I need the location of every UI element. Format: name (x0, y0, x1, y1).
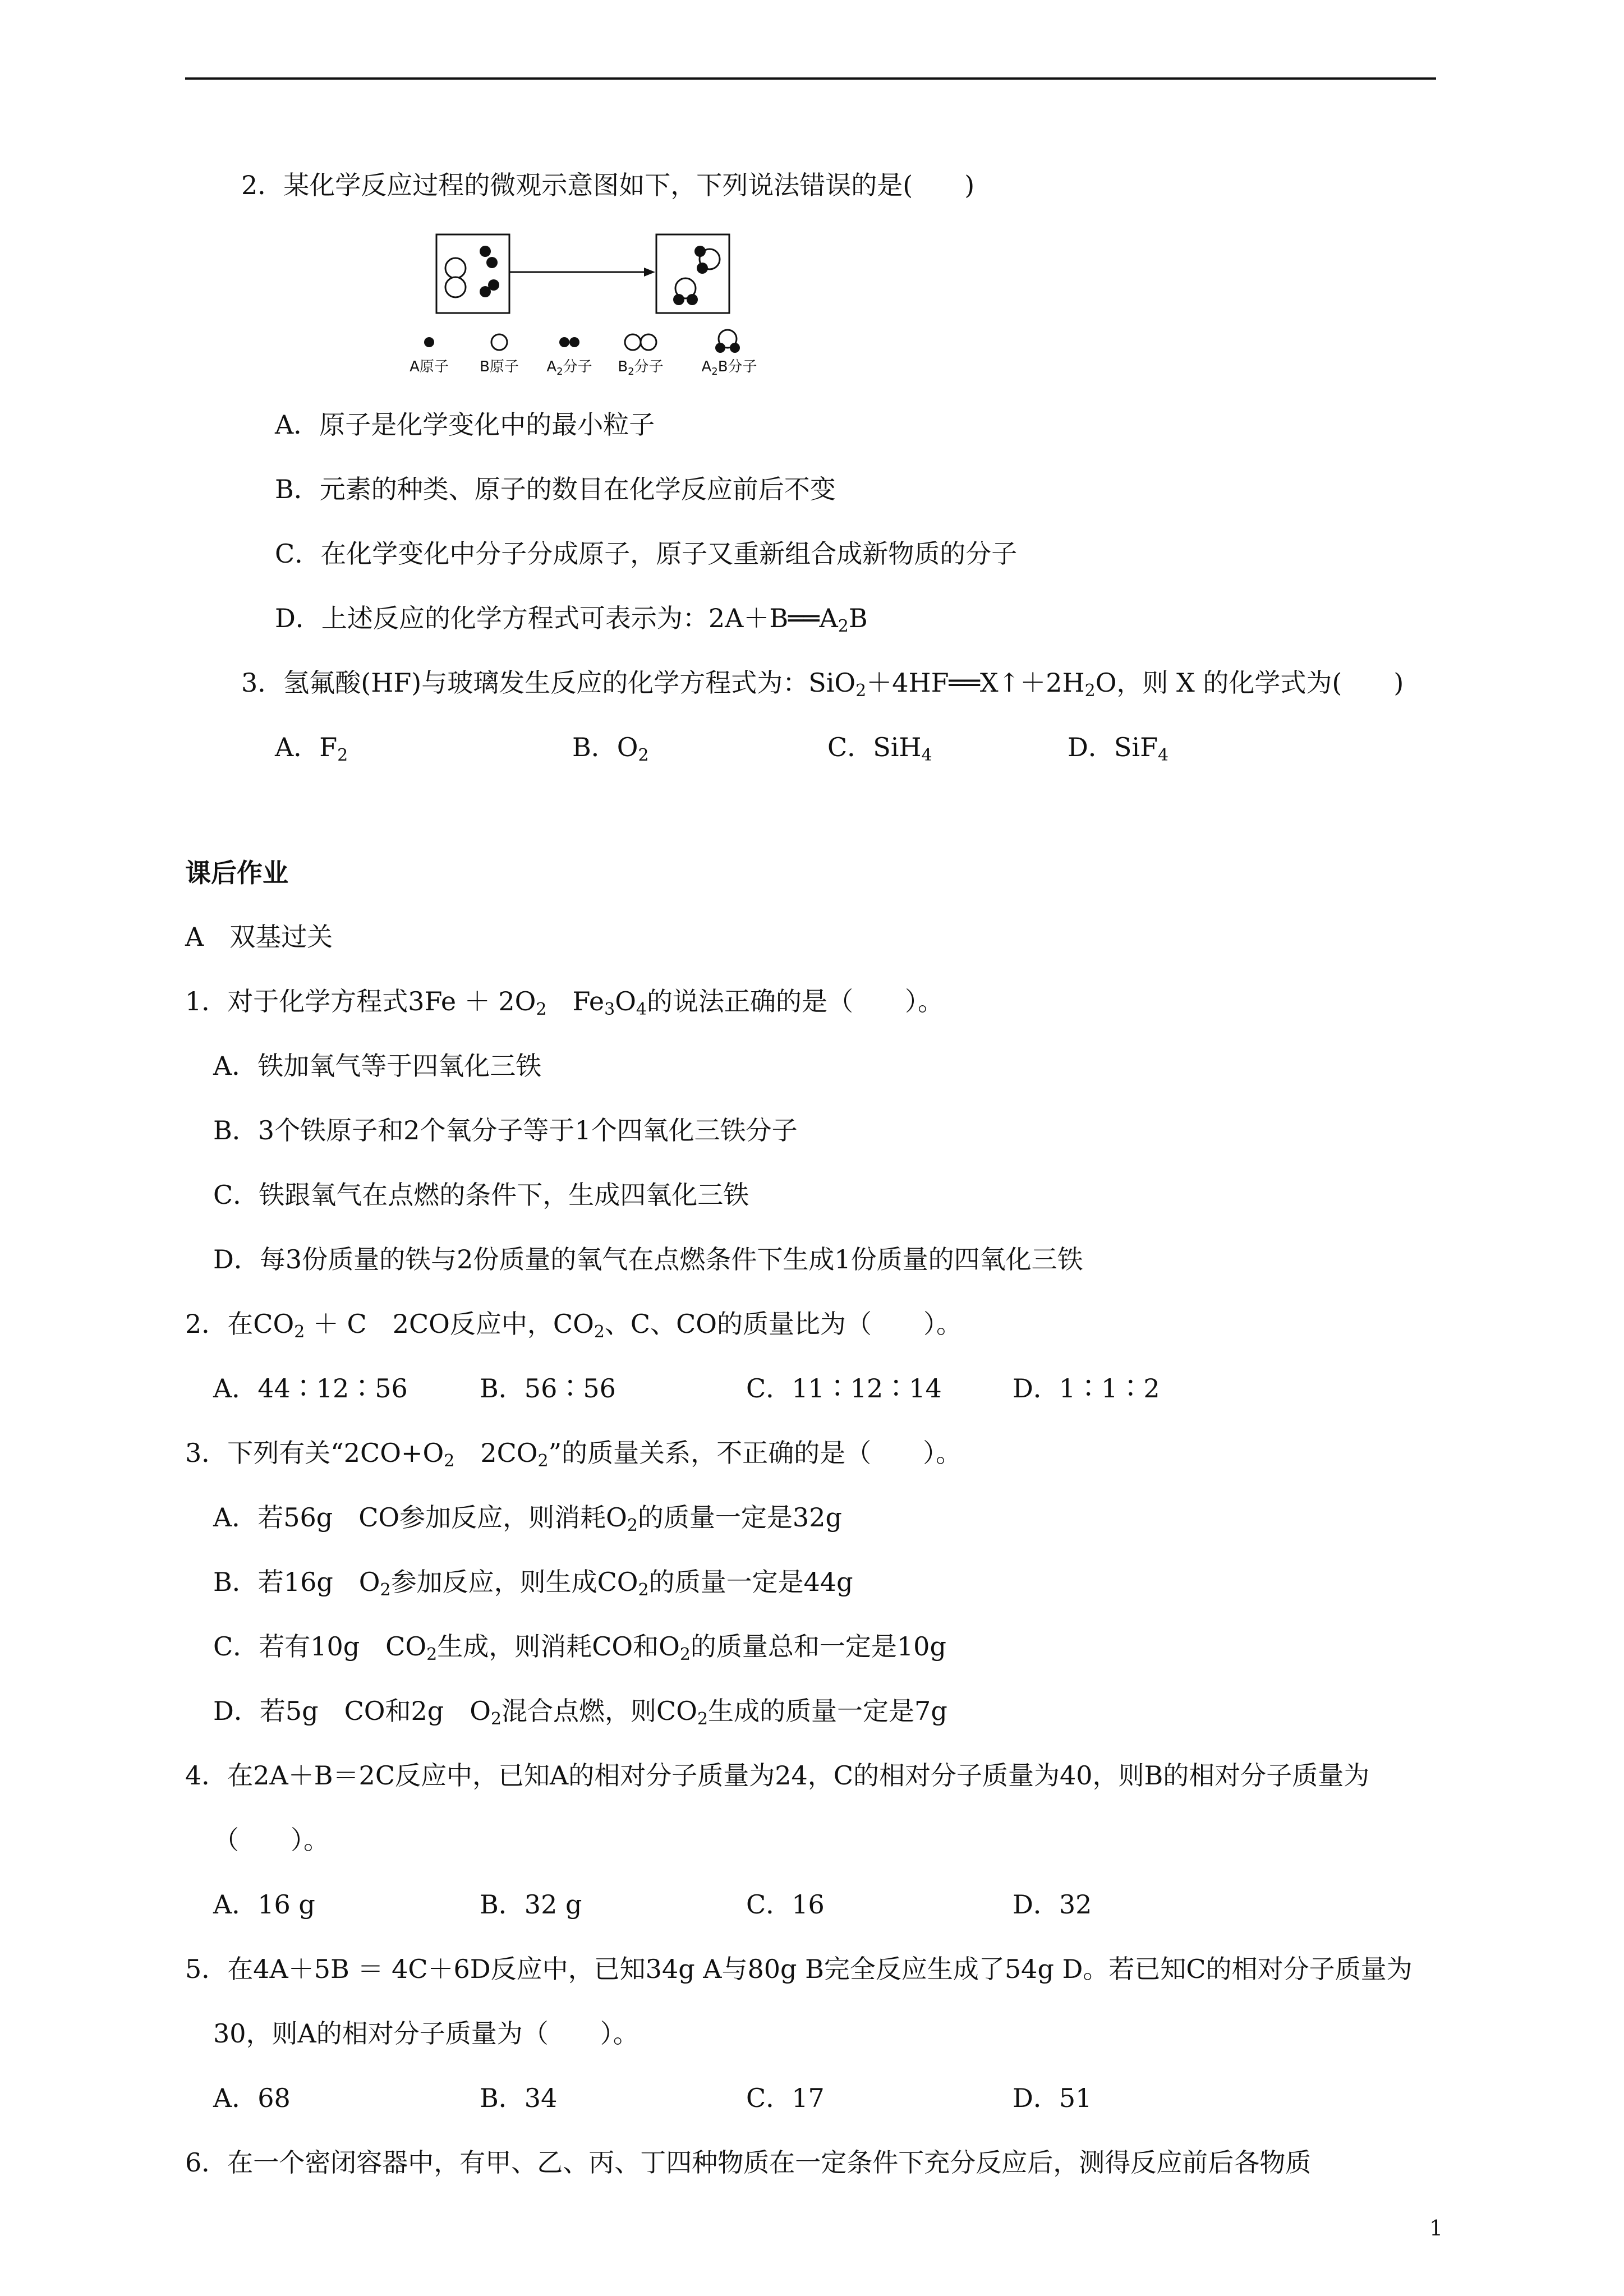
legend-b2-molecule-icon (625, 334, 656, 350)
legend-a2-molecule-icon (559, 337, 579, 347)
a2b-molecule-product-2 (673, 278, 698, 305)
question-2-option-c: C．在化学变化中分子分成原子，原子又重新组合成新物质的分子 (275, 539, 1018, 569)
legend-a2b-label: $A_2B$分子 (701, 358, 757, 378)
hw-question-5-option-b: B．34 (480, 2083, 558, 2113)
question-3-option-d: D．SiF$_4$ (1068, 732, 1169, 765)
question-2-stem: 2．某化学反应过程的微观示意图如下，下列说法错误的是( ) (241, 170, 975, 200)
question-2-option-d: D．上述反应的化学方程式可表示为：$2A+B══A_2B$ (275, 603, 868, 636)
hw-question-2-option-b: B．56∶56 (480, 1373, 616, 1404)
a2b-molecule-product-1 (694, 246, 720, 274)
hw-question-1-stem: 1．对于化学方程式$3Fe + 2O_2$ $Fe_3O_4$的说法正确的是（ ）。 (185, 986, 944, 1019)
question-3-option-c: C．SiH$_4$ (827, 732, 932, 765)
page-number: 1 (1429, 2216, 1443, 2240)
hw-question-2-option-c: C．11∶12∶14 (746, 1373, 942, 1404)
reaction-diagram (393, 224, 785, 381)
hw-question-3-stem: 3．下列有关“$2CO+O_2$ $2CO_2$”的质量关系，不正确的是（ ）。 (185, 1438, 962, 1471)
hw-question-1-option-d: D．每3份质量的铁与2份质量的氧气在点燃条件下生成1份质量的四氧化三铁 (213, 1244, 1083, 1274)
question-3-option-b: B．$O_2$ (572, 732, 649, 765)
a2-molecule-reactant-2 (480, 279, 499, 297)
legend-b2-label: $B_2$分子 (618, 358, 664, 378)
hw-question-1-option-a: A．铁加氧气等于四氧化三铁 (213, 1051, 542, 1081)
legend-a-atom-label: A原子 (410, 358, 449, 375)
hw-question-1-option-b: B．3个铁原子和2个氧分子等于1个四氧化三铁分子 (213, 1115, 798, 1145)
question-3-stem: 3．氢氟酸(HF)与玻璃发生反应的化学方程式为：$SiO_2+4HF══X↑+2H_2O$，则 X 的化学式为( ) (241, 668, 1404, 701)
hw-question-4-option-c: C．16 (746, 1889, 825, 1920)
hw-question-4-option-d: D．32 (1013, 1889, 1092, 1920)
hw-question-5-option-d: D．51 (1013, 2083, 1092, 2113)
hw-question-5-option-a: A．68 (213, 2083, 291, 2113)
hw-question-3-option-a: A．若56g CO参加反应，则消耗$O_2$的质量一定是32g (213, 1502, 842, 1535)
hw-question-4-stem-continued: （ ）。 (213, 1825, 329, 1855)
homework-title: 课后作业 (185, 858, 288, 888)
question-3-option-a: A．$F_2$ (275, 732, 348, 765)
arrow-head-icon (644, 268, 655, 277)
hw-question-4-option-a: A．16 g (213, 1889, 315, 1920)
hw-question-3-option-c: C．若有10g $CO_2$生成，则消耗CO和$O_2$的质量总和一定是10g (213, 1631, 946, 1664)
question-2-option-a: A．原子是化学变化中的最小粒子 (275, 409, 655, 440)
legend-b-atom-icon (491, 334, 507, 350)
hw-question-6-stem: 6．在一个密闭容器中，有甲、乙、丙、丁四种物质在一定条件下充分反应后，测得反应前后各物质 (185, 2147, 1312, 2178)
question-2-option-b: B．元素的种类、原子的数目在化学反应前后不变 (275, 474, 836, 504)
b2-molecule-reactant (445, 258, 466, 297)
a2-molecule-reactant-1 (480, 246, 498, 268)
hw-question-5-stem-continued: 30，则A的相对分子质量为（ ）。 (213, 2018, 639, 2049)
legend-a-atom-icon (424, 337, 434, 347)
hw-question-5-stem: 5．在4A＋5B ＝ 4C＋6D反应中，已知34g A与80g B完全反应生成了54g D。若已知C的相对分子质量为 (185, 1954, 1413, 1984)
hw-question-4-option-b: B．32 g (480, 1889, 582, 1920)
legend-b-atom-label: B原子 (480, 358, 519, 375)
legend-a2-label: $A_2$分子 (546, 358, 592, 378)
hw-question-3-option-b: B．若16g $O_2$参加反应，则生成$CO_2$的质量一定是44g (213, 1567, 853, 1600)
hw-question-5-option-c: C．17 (746, 2083, 825, 2113)
hw-question-2-option-a: A．44∶12∶56 (213, 1373, 408, 1404)
header-rule (185, 77, 1436, 80)
homework-section-heading: A 双基过关 (185, 922, 333, 952)
hw-question-4-stem: 4．在2A＋B＝2C反应中，已知A的相对分子质量为24，C的相对分子质量为40，则B的相对分子质量为 (185, 1760, 1370, 1791)
hw-question-2-option-d: D．1∶1∶2 (1013, 1373, 1160, 1404)
hw-question-1-option-c: C．铁跟氧气在点燃的条件下，生成四氧化三铁 (213, 1180, 749, 1210)
hw-question-2-stem: 2．在$CO_2 + C$ 2CO反应中，$CO_2$、C、CO的质量比为（ ）。 (185, 1309, 963, 1342)
hw-question-3-option-d: D．若5g CO和2g $O_2$混合点燃，则$CO_2$生成的质量一定是7g (213, 1696, 947, 1729)
legend-a2b-molecule-icon (715, 330, 740, 353)
